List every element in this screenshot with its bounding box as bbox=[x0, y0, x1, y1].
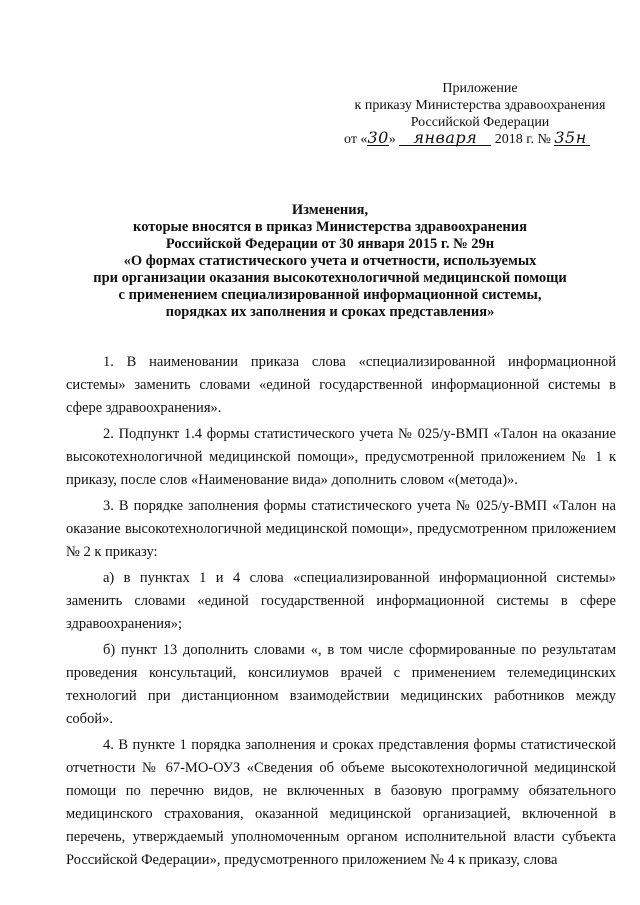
title-line: «О формах статистического учета и отчетности, используемых bbox=[123, 253, 537, 269]
paragraph-subitem-a: а) в пунктах 1 и 4 слова «специализированной информационной системы» заменить словами «единой государственной информационной системы в сфере здравоохранения»; bbox=[66, 570, 616, 632]
title-line: при организации оказания высокотехнологичной медицинской помощи bbox=[93, 270, 567, 286]
handwritten-month: января bbox=[399, 131, 491, 146]
paragraph-item-1: 1. В наименовании приказа слова «специализированной информационной системы» заменить словами «единой государственной информационной системы в сфере здравоохранения». bbox=[66, 354, 616, 416]
title-line: порядках их заполнения и сроках представления» bbox=[165, 304, 495, 320]
appendix-date-line bbox=[330, 128, 630, 148]
date-year: 2018 г. № bbox=[491, 132, 555, 147]
appendix-ministry: Российской Федерации bbox=[410, 115, 550, 130]
title-line: Изменения, bbox=[291, 202, 369, 218]
document-body bbox=[66, 351, 616, 875]
handwritten-number: 35н bbox=[554, 131, 590, 146]
handwritten-day: 30 bbox=[367, 128, 389, 147]
paragraph-item-3: 3. В порядке заполнения формы статистического учета № 025/у-ВМП «Талон на оказание высокотехнологичной медицинской помощи», предусмотренном приложением № 2 к приказу: bbox=[66, 498, 616, 560]
document-title bbox=[60, 202, 600, 321]
title-line: Российской Федерации от 30 января 2015 г. № 29н bbox=[165, 236, 495, 252]
paragraph-item-2: 2. Подпункт 1.4 формы статистического учета № 025/у-ВМП «Талон на оказание высокотехнологичной медицинской помощи», предусмотренной приложением № 1 к приказу, после слов «Наименование вида» дополнить словом «(метода)». bbox=[66, 426, 616, 488]
appendix-header bbox=[330, 80, 630, 148]
appendix-order-ref: к приказу Министерства здравоохранения bbox=[354, 98, 606, 113]
title-line: с применением специализированной информационной системы, bbox=[118, 287, 542, 303]
paragraph-subitem-b: б) пункт 13 дополнить словами «, в том числе сформированные по результатам проведения консультаций, консилиумов врачей с применением телемедицинских технологий при дистанционном взаимодействии медицинских работников между собой». bbox=[66, 642, 616, 727]
date-prefix: от « bbox=[344, 132, 368, 147]
paragraph-item-4: 4. В пункте 1 порядка заполнения и сроках представления формы статистической отчетности № 67-МО-ОУЗ «Сведения об объеме высокотехнологичной медицинской помощи по перечню видов, не включенных в базовую программу обязательного медицинского страхования, оказанной медицинской организацией, включенной в перечень, утверждаемый уполномоченным органом исполнительной власти субъекта Российской Федерации», предусмотренного приложением № 4 к приказу, слова bbox=[66, 737, 616, 868]
date-mid: » bbox=[388, 132, 400, 147]
appendix-label: Приложение bbox=[442, 81, 518, 96]
title-line: которые вносятся в приказ Министерства здравоохранения bbox=[133, 219, 527, 235]
